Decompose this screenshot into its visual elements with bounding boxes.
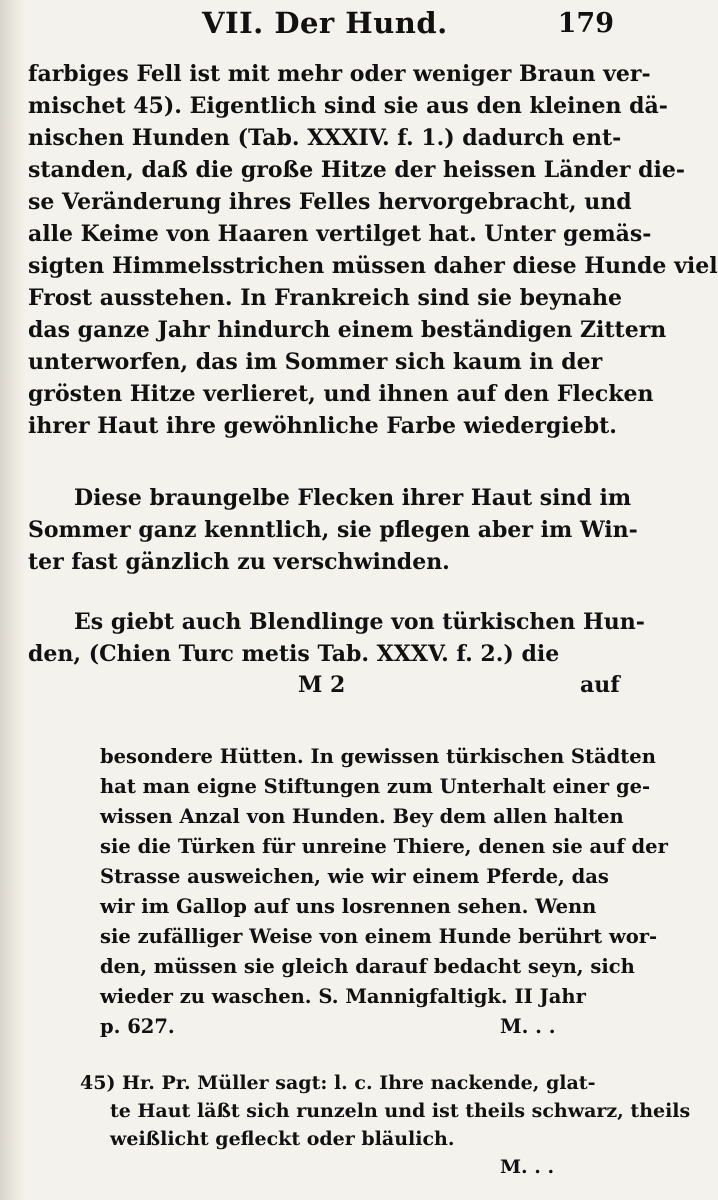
text-line: alle Keime von Haaren vertilget hat. Unter gemäs- xyxy=(28,221,652,247)
footnote-line: p. 627. xyxy=(100,1015,175,1038)
footnote-line: den, müssen sie gleich darauf bedacht seyn, sich xyxy=(100,955,635,978)
text-line: nischen Hunden (Tab. XXXIV. f. 1.) dadurch ent- xyxy=(28,125,622,151)
text-line: Diese braungelbe Flecken ihrer Haut sind im xyxy=(74,485,632,511)
footnote-line: wieder zu waschen. S. Mannigfaltigk. II Jahr xyxy=(100,985,586,1008)
footnote-line: te Haut läßt sich runzeln und ist theils schwarz, theils xyxy=(110,1100,691,1122)
footnote-line: besondere Hütten. In gewissen türkischen Städten xyxy=(100,745,656,768)
footnote-line: sie die Türken für unreine Thiere, denen sie auf der xyxy=(100,835,668,858)
footnote-line: 45) Hr. Pr. Müller sagt: l. c. Ihre nackende, glat- xyxy=(80,1072,596,1094)
footnote-line: wir im Gallop auf uns losrennen sehen. Wenn xyxy=(100,895,597,918)
running-head: VII. Der Hund. xyxy=(202,6,448,40)
text-line: standen, daß die große Hitze der heissen Länder die- xyxy=(28,157,685,183)
text-line: ihrer Haut ihre gewöhnliche Farbe wiedergiebt. xyxy=(28,413,617,439)
page-number: 179 xyxy=(557,8,614,39)
footnote-line: weißlicht gefleckt oder bläulich. xyxy=(110,1128,455,1150)
text-line: unterworfen, das im Sommer sich kaum in der xyxy=(28,349,603,375)
footnote-line: hat man eigne Stiftungen zum Unterhalt einer ge- xyxy=(100,775,651,798)
text-line: se Veränderung ihres Felles hervorgebracht, und xyxy=(28,189,632,215)
footnote-initials: M. . . xyxy=(500,1156,555,1178)
text-line: ter fast gänzlich zu verschwinden. xyxy=(28,549,450,575)
text-line: Es giebt auch Blendlinge von türkischen Hun- xyxy=(74,609,645,635)
footnote-line: sie zufälliger Weise von einem Hunde berührt wor- xyxy=(100,925,658,948)
text-line: Sommer ganz kenntlich, sie pflegen aber im Win- xyxy=(28,517,638,543)
page-header xyxy=(0,6,648,46)
text-line: mischet 45). Eigentlich sind sie aus den kleinen dä- xyxy=(28,93,668,119)
catchword: auf xyxy=(580,672,620,698)
signature-mark: M 2 xyxy=(298,672,346,698)
text-line: den, (Chien Turc metis Tab. XXXV. f. 2.) die xyxy=(28,641,560,667)
text-line: grösten Hitze verlieret, und ihnen auf den Flecken xyxy=(28,381,654,407)
text-line: das ganze Jahr hindurch einem beständigen Zittern xyxy=(28,317,667,343)
text-line: Frost ausstehen. In Frankreich sind sie beynahe xyxy=(28,285,623,311)
footnote-line: wissen Anzal von Hunden. Bey dem allen halten xyxy=(100,805,624,828)
text-line: farbiges Fell ist mit mehr oder weniger Braun ver- xyxy=(28,61,651,87)
text-line: sigten Himmelsstrichen müssen daher diese Hunde viel xyxy=(28,253,718,279)
footnote-line: Strasse ausweichen, wie wir einem Pferde, das xyxy=(100,865,609,888)
footnote-initials: M. . . xyxy=(500,1015,556,1038)
page-gutter-shadow xyxy=(0,0,26,1200)
